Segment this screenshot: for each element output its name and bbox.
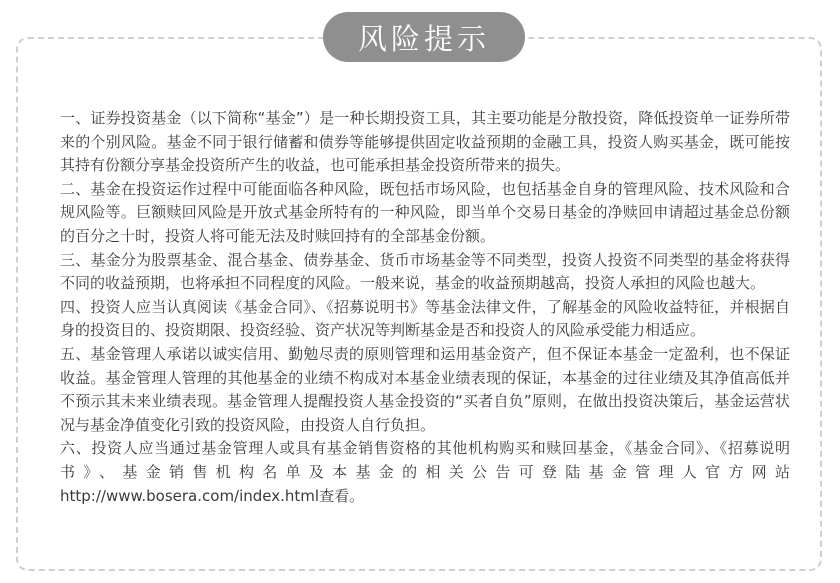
- risk-paragraph-3: 三、基金分为股票基金、混合基金、债券基金、货币市场基金等不同类型，投资人投资不同类型的基金将获得不同的收益预期，也将承担不同程度的风险。一般来说，基金的收益预期越高，投资人承担的风险也越大。: [60, 250, 790, 293]
- risk-paragraph-4: 四、投资人应当认真阅读《基金合同》、《招募说明书》等基金法律文件，了解基金的风险收益特征，并根据自身的投资目的、投资期限、投资经验、资产状况等判断基金是否和投资人的风险承受能力相适应。: [60, 297, 790, 340]
- risk-paragraph-1: 一、证券投资基金（以下简称“基金”）是一种长期投资工具，其主要功能是分散投资，降低投资单一证券所带来的个别风险。基金不同于银行储蓄和债券等能够提供固定收益预期的金融工具，投资人购买基金，既可能按其持有份额分享基金投资所产生的收益，也可能承担基金投资所带来的损失。: [60, 109, 790, 175]
- risk-paragraph-5: 五、基金管理人承诺以诚实信用、勤勉尽责的原则管理和运用基金资产，但不保证本基金一定盈利，也不保证收益。基金管理人管理的其他基金的业绩不构成对本基金业绩表现的保证，本基金的过往业绩及其净值高低并不预示其未来业绩表现。基金管理人提醒投资人基金投资的“买者自负”原则，在做出投资决策后，基金运营状况与基金净值变化引致的投资风险，由投资人自行负担。: [60, 344, 790, 434]
- disclosure-content: [60, 107, 790, 508]
- risk-paragraph-6: 六、投资人应当通过基金管理人或具有基金销售资格的其他机构购买和赎回基金，《基金合同》、《招募说明书》、基金销售机构名单及本基金的相关公告可登陆基金管理人官方网站http://www.bosera.com/index.html查看。: [60, 439, 790, 505]
- page-title: 风险提示: [323, 12, 525, 62]
- risk-paragraph-2: 二、基金在投资运作过程中可能面临各种风险，既包括市场风险，也包括基金自身的管理风险、技术风险和合规风险等。巨额赎回风险是开放式基金所特有的一种风险，即当单个交易日基金的净赎回申请超过基金总份额的百分之十时，投资人将可能无法及时赎回持有的全部基金份额。: [60, 179, 790, 245]
